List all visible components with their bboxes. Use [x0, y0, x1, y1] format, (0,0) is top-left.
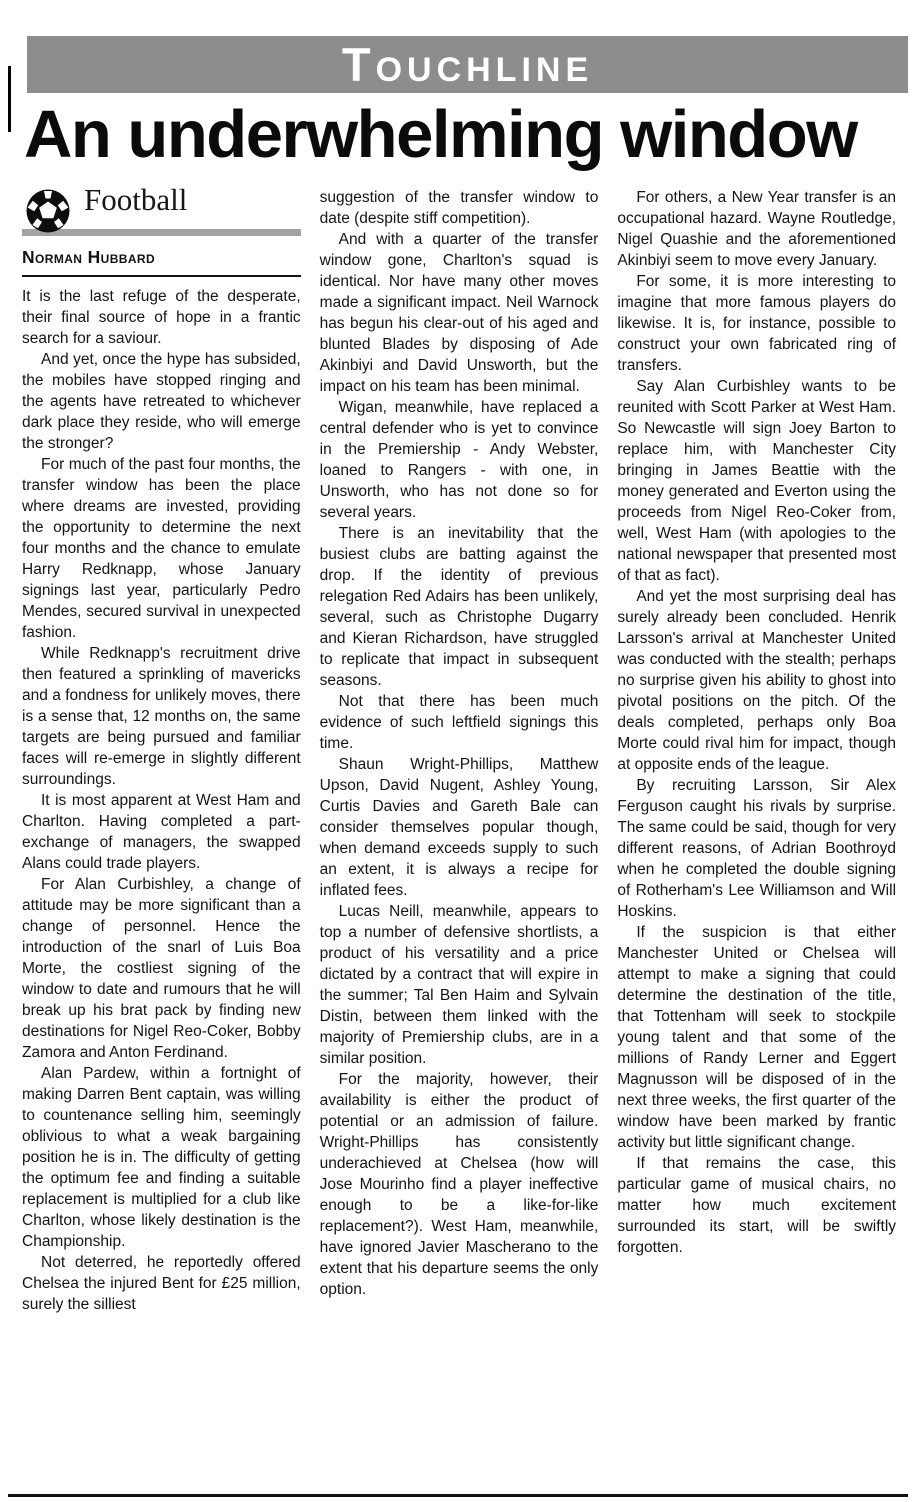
category-label: Football	[84, 182, 188, 218]
article-paragraph: And yet, once the hype has subsided, the mobiles have stopped ringing and the agents have retreated to whichever dark place they reside, who will emerge the stronger?	[22, 351, 301, 453]
article-paragraph: And yet the most surprising deal has surely already been concluded. Henrik Larsson's arrival at Manchester United was conducted with the stealth; perhaps no surprise given his ability to ghost into pivotal positions on the pitch. Of the deals completed, perhaps only Boa Morte could rival him for impact, though at opposite ends of the league.	[617, 588, 897, 774]
article-paragraph: Wigan, meanwhile, have replaced a central defender who is yet to convince in the Premiership - Andy Webster, loaned to Rangers - with one, in Unsworth, who has not done so for several years.	[319, 399, 599, 522]
article-paragraph: suggestion of the transfer window to date (despite stiff competition).	[319, 189, 599, 228]
soccer-ball-icon	[24, 187, 72, 235]
article-header	[0, 36, 916, 172]
article-paragraph: And with a quarter of the transfer window gone, Charlton's squad is identical. Nor have many other moves made a significant impact. Neil Warnock has begun his clear-out of his aged and blunted Blades by disposing of Ade Akinbiyi and David Unsworth, but the impact on his team has been minimal.	[319, 231, 599, 396]
article-paragraph: Say Alan Curbishley wants to be reunited with Scott Parker at West Ham. So Newcastle will sign Joey Barton to replace him, with Manchester City bringing in James Beattie with the money generated and Everton using the proceeds from Nigel Reo-Coker from, well, West Ham (with apologies to the national newspaper that presented most of that as fact).	[617, 378, 897, 585]
article-paragraph: Lucas Neill, meanwhile, appears to top a number of defensive shortlists, a product of his versatility and a price dictated by a contract that will expire in the summer; Tal Ben Haim and Sylvain Distin, between them linked with the majority of Premiership clubs, are in a similar position.	[319, 903, 599, 1068]
article-paragraph: For much of the past four months, the transfer window has been the place where dreams are invested, providing the opportunity to determine the next four months and the chance to emulate Harry Redknapp, whose January signings last year, particularly Pedro Mendes, secured survival in unexpected fashion.	[22, 456, 301, 642]
article-paragraph: Shaun Wright-Phillips, Matthew Upson, David Nugent, Ashley Young, Curtis Davies and Gareth Bale can consider themselves popular though, when demand exceeds supply to such an extent, it is always a recipe for inflated fees.	[319, 756, 599, 900]
article-paragraph: Not deterred, he reportedly offered Chelsea the injured Bent for £25 million, surely the silliest	[22, 1254, 301, 1314]
article-paragraph: While Redknapp's recruitment drive then featured a sprinkling of mavericks and a fondness for unlikely moves, there is a sense that, 12 months on, the same targets are being pursued and familiar faces will re-emerge in slightly different surroundings.	[22, 645, 301, 789]
article-paragraph: By recruiting Larsson, Sir Alex Ferguson caught his rivals by surprise. The same could be said, though for very different reasons, of Adrian Boothroyd when he completed the double signing of Rotherham's Lee Williamson and Will Hoskins.	[617, 777, 897, 921]
article-paragraph: It is most apparent at West Ham and Charlton. Having completed a part-exchange of managers, the swapped Alans could trade players.	[22, 792, 301, 873]
article-paragraph: For Alan Curbishley, a change of attitude may be more significant than a change of personnel. Hence the introduction of the snarl of Luis Boa Morte, the costliest signing of the window to date and rumours that he will break up his brat pack by finding new destinations for Nigel Reo-Coker, Bobby Zamora and Anton Ferdinand.	[22, 876, 301, 1062]
article-column-2	[320, 187, 599, 1315]
category-row	[22, 182, 301, 241]
article-paragraph: It is the last refuge of the desperate, their final source of hope in a frantic search for a saviour.	[22, 288, 301, 348]
bottom-rule	[8, 1494, 908, 1497]
article-paragraph: For some, it is more interesting to imagine that more famous players do likewise. It is, for instance, possible to construct your own fabricated ring of transfers.	[617, 273, 897, 375]
article-paragraph: Alan Pardew, within a fortnight of making Darren Bent captain, was willing to countenance selling him, seemingly oblivious to what a weak bargaining position he is in. The difficulty of getting the optimum fee and finding a suitable replacement is multiplied for a club like Charlton, whose likely destination is the Championship.	[22, 1065, 301, 1251]
article-column-1	[22, 182, 301, 1315]
article-body	[22, 182, 897, 1315]
article-paragraph: There is an inevitability that the busiest clubs are batting against the drop. If the identity of previous relegation Red Adairs has been unlikely, several, such as Christophe Dugarry and Kieran Richardson, have struggled to replicate that impact in subsequent seasons.	[319, 525, 599, 690]
article-paragraph: If the suspicion is that either Manchester United or Chelsea will attempt to make a signing that could determine the destination of the title, that Tottenham will seek to stockpile young talent and that some of the millions of Randy Lerner and Eggert Magnusson will be disposed of in the next three weeks, the first quarter of the window have been marked by frantic activity but little significant change.	[617, 924, 897, 1152]
article-paragraph: If that remains the case, this particular game of musical chairs, no matter how much excitement surrounded its start, will be swiftly forgotten.	[617, 1155, 897, 1257]
headline: An underwhelming window	[24, 97, 857, 172]
section-banner	[27, 36, 908, 93]
section-banner-title: TOUCHLINE	[341, 38, 594, 91]
byline-block	[22, 247, 301, 277]
article-column-3	[617, 187, 896, 1315]
left-margin-rule	[8, 66, 11, 132]
article-paragraph: For others, a New Year transfer is an occupational hazard. Wayne Routledge, Nigel Quashie and the aforementioned Akinbiyi seem to move every January.	[617, 189, 897, 270]
article-paragraph: Not that there has been much evidence of such leftfield signings this time.	[319, 693, 599, 753]
article-paragraph: For the majority, however, their availability is either the product of potential or an admission of failure. Wright-Phillips has consistently underachieved at Chelsea (how will Jose Mourinho find a player ineffective enough to be a like-for-like replacement?). West Ham, meanwhile, have ignored Javier Mascherano to the extent that his departure seems the only option.	[319, 1071, 599, 1299]
byline: Norman Hubbard	[22, 247, 156, 268]
